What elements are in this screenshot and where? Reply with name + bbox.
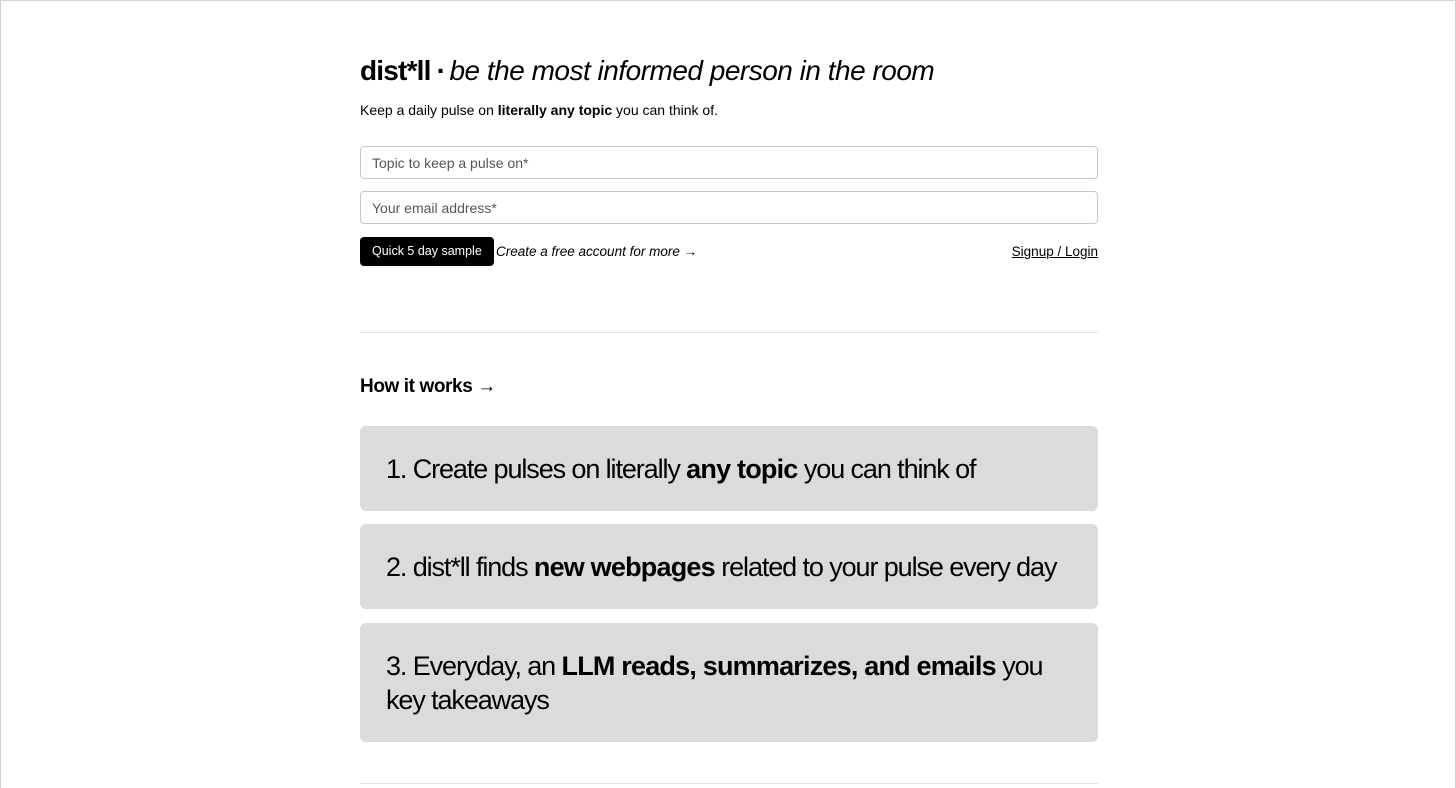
hero-title [360, 53, 934, 89]
section-divider-bottom [360, 783, 1098, 784]
step-card-2 [360, 524, 1098, 609]
email-input[interactable] [360, 191, 1098, 224]
signup-login-link[interactable]: Signup / Login [1011, 244, 1098, 259]
subtitle-text-start: Keep a daily pulse on [360, 102, 498, 118]
step-3-emphasis: LLM reads, summarizes, and emails [561, 651, 996, 681]
step-3-text-end: you key takeaways [386, 651, 1043, 715]
step-2-emphasis: new webpages [533, 552, 715, 582]
section-divider [360, 332, 1098, 333]
brand-logo-text: dist*ll [360, 55, 431, 86]
step-1-text-start: 1. Create pulses on literally [386, 454, 687, 484]
step-card-1 [360, 426, 1098, 511]
step-3-text-start: 3. Everyday, an [386, 651, 562, 681]
tagline: be the most informed person in the room [449, 55, 935, 86]
step-card-3 [360, 623, 1098, 742]
subtitle-emphasis: literally any topic [497, 102, 613, 118]
step-2-text-end: related to your pulse every day [714, 552, 1057, 582]
step-1-text-end: you can think of [797, 454, 976, 484]
quick-sample-button[interactable]: Quick 5 day sample [360, 237, 494, 266]
topic-input[interactable] [360, 146, 1098, 179]
step-2-text-start: 2. dist*ll finds [386, 552, 534, 582]
step-1-emphasis: any topic [686, 454, 798, 484]
how-it-works-heading: How it works → [360, 376, 496, 397]
subtitle [360, 101, 718, 119]
create-free-account-link[interactable]: Create a free account for more → [496, 244, 698, 259]
title-separator: · [436, 55, 446, 86]
subtitle-text-end: you can think of. [612, 102, 718, 118]
